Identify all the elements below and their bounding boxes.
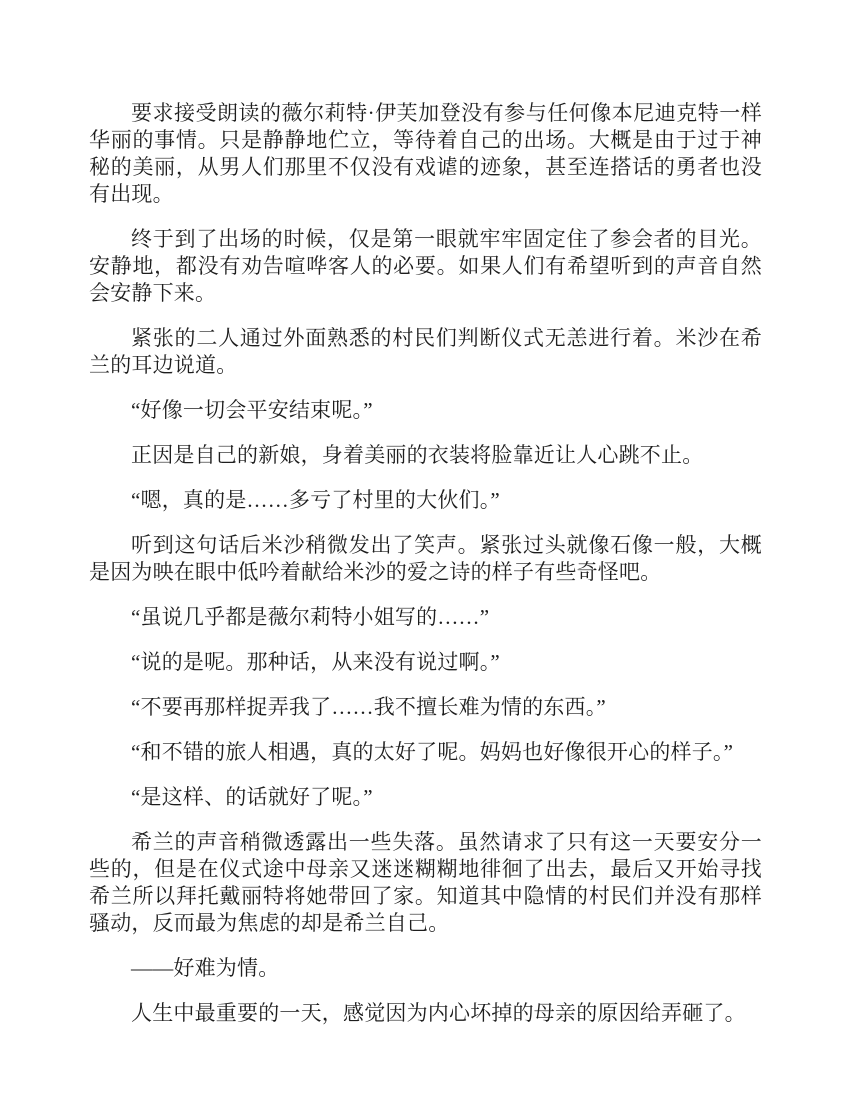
paragraph-dialogue: “不要再那样捉弄我了……我不擅长难为情的东西。” — [131, 695, 606, 719]
paragraph-dialogue: “虽说几乎都是薇尔莉特小姐写的……” — [131, 605, 490, 629]
paragraph-dialogue: “嗯，真的是……多亏了村里的大伙们。” — [131, 488, 500, 512]
paragraph: 要求接受朗读的薇尔莉特·伊芙加登没有参与任何像本尼迪克特一样华丽的事情。只是静静地伫立，等待着自己的出场。大概是由于过于神秘的美丽，从男人们那里不仅没有戏谑的迹象，甚至连搭话的勇者也没有出现。 — [89, 101, 762, 206]
paragraph-thought: ——好难为情。 — [131, 956, 280, 980]
paragraph: 终于到了出场的时候，仅是第一眼就牢牢固定住了参会者的目光。安静地，都没有劝告喧哗客人的必要。如果人们有希望听到的声音自然会安静下来。 — [89, 227, 762, 305]
paragraph-dialogue: “好像一切会平安结束呢。” — [131, 398, 373, 422]
paragraph-dialogue: “是这样、的话就好了呢。” — [131, 785, 373, 809]
paragraph: 人生中最重要的一天，感觉因为内心坏掉的母亲的原因给弄砸了。 — [131, 1001, 746, 1025]
paragraph-dialogue: “说的是呢。那种话，从来没有说过啊。” — [131, 650, 500, 674]
document-body — [89, 100, 762, 1027]
paragraph: 希兰的声音稍微透露出一些失落。虽然请求了只有这一天要安分一些的，但是在仪式途中母亲又迷迷糊糊地徘徊了出去，最后又开始寻找希兰所以拜托戴丽特将她带回了家。知道其中隐情的村民们并没有那样骚动，反而最为焦虑的却是希兰自己。 — [89, 830, 762, 935]
paragraph-dialogue: “和不错的旅人相遇，真的太好了呢。妈妈也好像很开心的样子。” — [131, 740, 734, 764]
paragraph: 听到这句话后米沙稍微发出了笑声。紧张过头就像石像一般，大概是因为映在眼中低吟着献给米沙的爱之诗的样子有些奇怪吧。 — [89, 533, 762, 584]
paragraph: 正因是自己的新娘，身着美丽的衣装将脸靠近让人心跳不止。 — [131, 443, 704, 467]
paragraph: 紧张的二人通过外面熟悉的村民们判断仪式无恙进行着。米沙在希兰的耳边说道。 — [89, 326, 762, 377]
